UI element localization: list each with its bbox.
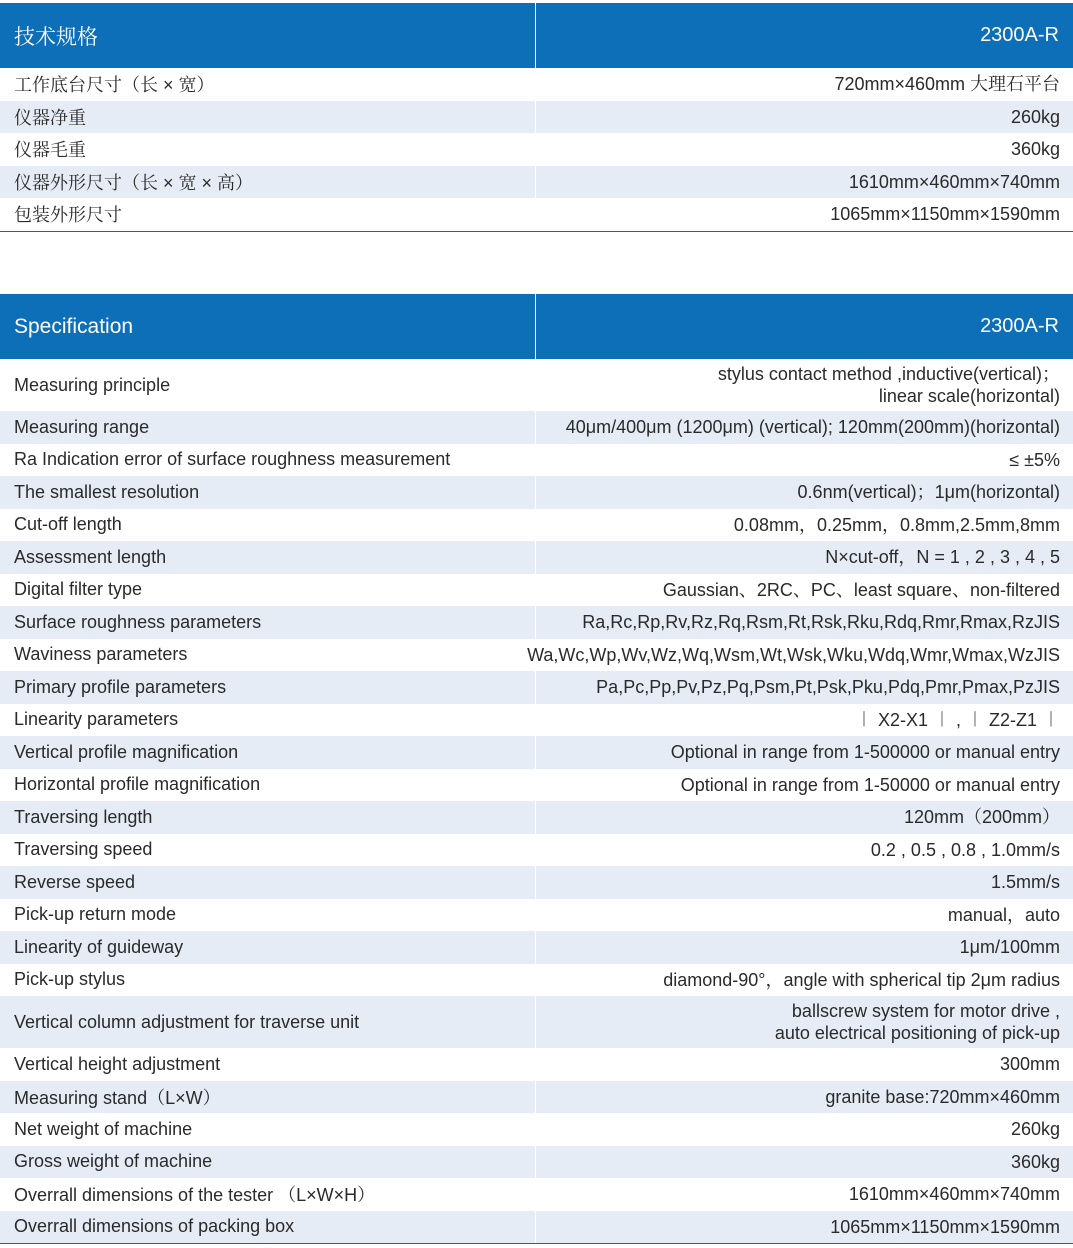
spec-label: Cut-off length: [0, 509, 536, 542]
spec-value: 0.08mm，0.25mm，0.8mm,2.5mm,8mm: [733, 514, 1060, 535]
spec-value: 720mm×460mm 大理石平台: [834, 74, 1060, 95]
header-model: 2300A-R: [980, 24, 1059, 46]
table-row: [0, 899, 1073, 932]
spec-value: 260kg: [1010, 1119, 1060, 1140]
table-row: [0, 198, 1073, 231]
table-row: [0, 866, 1073, 899]
spec-label: 包装外形尺寸: [0, 198, 536, 231]
spec-value: 360kg: [1010, 1151, 1060, 1172]
spec-label: Traversing speed: [0, 834, 536, 867]
spec-value: 1610mm×460mm×740mm: [848, 1184, 1060, 1205]
spec-label: Measuring principle: [0, 359, 536, 411]
spec-label: 仪器毛重: [0, 133, 536, 166]
table-header: [0, 294, 1073, 359]
table-row: [0, 639, 1073, 672]
spec-value: Optional in range from 1-500000 or manual entry: [670, 742, 1060, 763]
spec-value: ︱ X2-X1 ︱ , ︱ Z2-Z1 ︱: [854, 709, 1060, 730]
table-row: [0, 1211, 1073, 1244]
table-row: [0, 834, 1073, 867]
spec-label: 仪器外形尺寸（长 × 宽 × 高）: [0, 166, 536, 199]
header-label: Specification: [0, 294, 536, 359]
table-row: [0, 931, 1073, 964]
table-row: [0, 411, 1073, 444]
spec-label: Ra Indication error of surface roughness measurement: [0, 444, 536, 477]
table-row: [0, 68, 1073, 101]
spec-label: Vertical column adjustment for traverse unit: [0, 996, 536, 1048]
table-row: [0, 509, 1073, 542]
spec-value: 120mm（200mm）: [903, 807, 1060, 828]
spec-value: Optional in range from 1-50000 or manual entry: [680, 774, 1060, 795]
spec-label: Waviness parameters: [0, 639, 527, 672]
spec-label: Overrall dimensions of packing box: [0, 1211, 536, 1244]
spec-value: 360kg: [1010, 139, 1060, 160]
table-row: [0, 606, 1073, 639]
table-row: [0, 541, 1073, 574]
spec-label: Overrall dimensions of the tester （L×W×H）: [0, 1178, 536, 1211]
spec-value: 260kg: [1010, 106, 1060, 127]
english-spec-table: [0, 294, 1073, 1244]
table-row: [0, 964, 1073, 997]
table-row: [0, 801, 1073, 834]
spec-label: 工作底台尺寸（长 × 宽）: [0, 68, 536, 101]
table-row: [0, 444, 1073, 477]
spec-value: 0.2 , 0.5 , 0.8 , 1.0mm/s: [870, 839, 1060, 860]
spec-value: 300mm: [999, 1054, 1060, 1075]
table-row: [0, 736, 1073, 769]
spec-label: Primary profile parameters: [0, 671, 536, 704]
table-row: [0, 133, 1073, 166]
spec-label: Vertical profile magnification: [0, 736, 536, 769]
spec-value: Gaussian、2RC、PC、least square、non-filtered: [662, 579, 1060, 600]
spec-value: ≤ ±5%: [1009, 449, 1060, 470]
table-row: [0, 1113, 1073, 1146]
spec-label: Horizontal profile magnification: [0, 769, 536, 802]
spec-label: Pick-up stylus: [0, 964, 536, 997]
spec-value: 1610mm×460mm×740mm: [848, 171, 1060, 192]
table-row: [0, 1146, 1073, 1179]
spec-label: Assessment length: [0, 541, 536, 574]
table-row: [0, 359, 1073, 411]
spec-value: stylus contact method ,inductive(vertical)； linear scale(horizontal): [717, 364, 1060, 406]
spec-label: Traversing length: [0, 801, 536, 834]
spec-label: Pick-up return mode: [0, 899, 536, 932]
table-row: [0, 101, 1073, 134]
spec-value: 1.5mm/s: [990, 872, 1060, 893]
table-bottom-rule: [0, 231, 1073, 232]
spec-label: Measuring stand（L×W）: [0, 1081, 536, 1114]
table-row: [0, 574, 1073, 607]
spec-value: 40μm/400μm (1200μm) (vertical); 120mm(200mm)(horizontal): [565, 417, 1060, 438]
spec-value: granite base:720mm×460mm: [825, 1086, 1060, 1107]
spec-label: Gross weight of machine: [0, 1146, 536, 1179]
spec-label: Reverse speed: [0, 866, 536, 899]
spec-value: Ra,Rc,Rp,Rv,Rz,Rq,Rsm,Rt,Rsk,Rku,Rdq,Rmr,Rmax,RzJIS: [582, 612, 1060, 633]
spec-label: Surface roughness parameters: [0, 606, 536, 639]
table-row: [0, 671, 1073, 704]
header-model: 2300A-R: [980, 315, 1059, 337]
spec-value: diamond-90°，angle with spherical tip 2μm radius: [663, 969, 1060, 990]
spec-value: 0.6nm(vertical)；1μm(horizontal): [797, 482, 1060, 503]
table-row: [0, 476, 1073, 509]
table-row: [0, 996, 1073, 1048]
table-row: [0, 1178, 1073, 1211]
spec-value: 1065mm×1150mm×1590mm: [830, 1216, 1060, 1237]
spec-label: 仪器净重: [0, 101, 536, 134]
spec-value: ballscrew system for motor drive , auto electrical positioning of pick-up: [774, 1001, 1060, 1043]
spec-label: Linearity of guideway: [0, 931, 536, 964]
spec-label: Vertical height adjustment: [0, 1048, 536, 1081]
spec-label: Digital filter type: [0, 574, 536, 607]
spec-label: Net weight of machine: [0, 1113, 536, 1146]
spec-label: Measuring range: [0, 411, 536, 444]
table-bottom-rule: [0, 1243, 1073, 1244]
chinese-spec-table: [0, 3, 1073, 232]
spec-value: N×cut-off，N = 1 , 2 , 3 , 4 , 5: [825, 547, 1060, 568]
spec-value: Wa,Wc,Wp,Wv,Wz,Wq,Wsm,Wt,Wsk,Wku,Wdq,Wmr,Wmax,WzJIS: [527, 644, 1060, 665]
table-header: [0, 3, 1073, 68]
table-row: [0, 769, 1073, 802]
spec-label: The smallest resolution: [0, 476, 536, 509]
table-row: [0, 166, 1073, 199]
spec-value: 1μm/100mm: [959, 937, 1060, 958]
spec-value: manual，auto: [947, 904, 1060, 925]
table-row: [0, 1048, 1073, 1081]
spec-value: Pa,Pc,Pp,Pv,Pz,Pq,Psm,Pt,Psk,Pku,Pdq,Pmr,Pmax,PzJIS: [596, 677, 1060, 698]
table-row: [0, 704, 1073, 737]
spec-label: Linearity parameters: [0, 704, 536, 737]
table-row: [0, 1081, 1073, 1114]
spec-value: 1065mm×1150mm×1590mm: [830, 204, 1060, 225]
header-label: 技术规格: [0, 3, 536, 68]
